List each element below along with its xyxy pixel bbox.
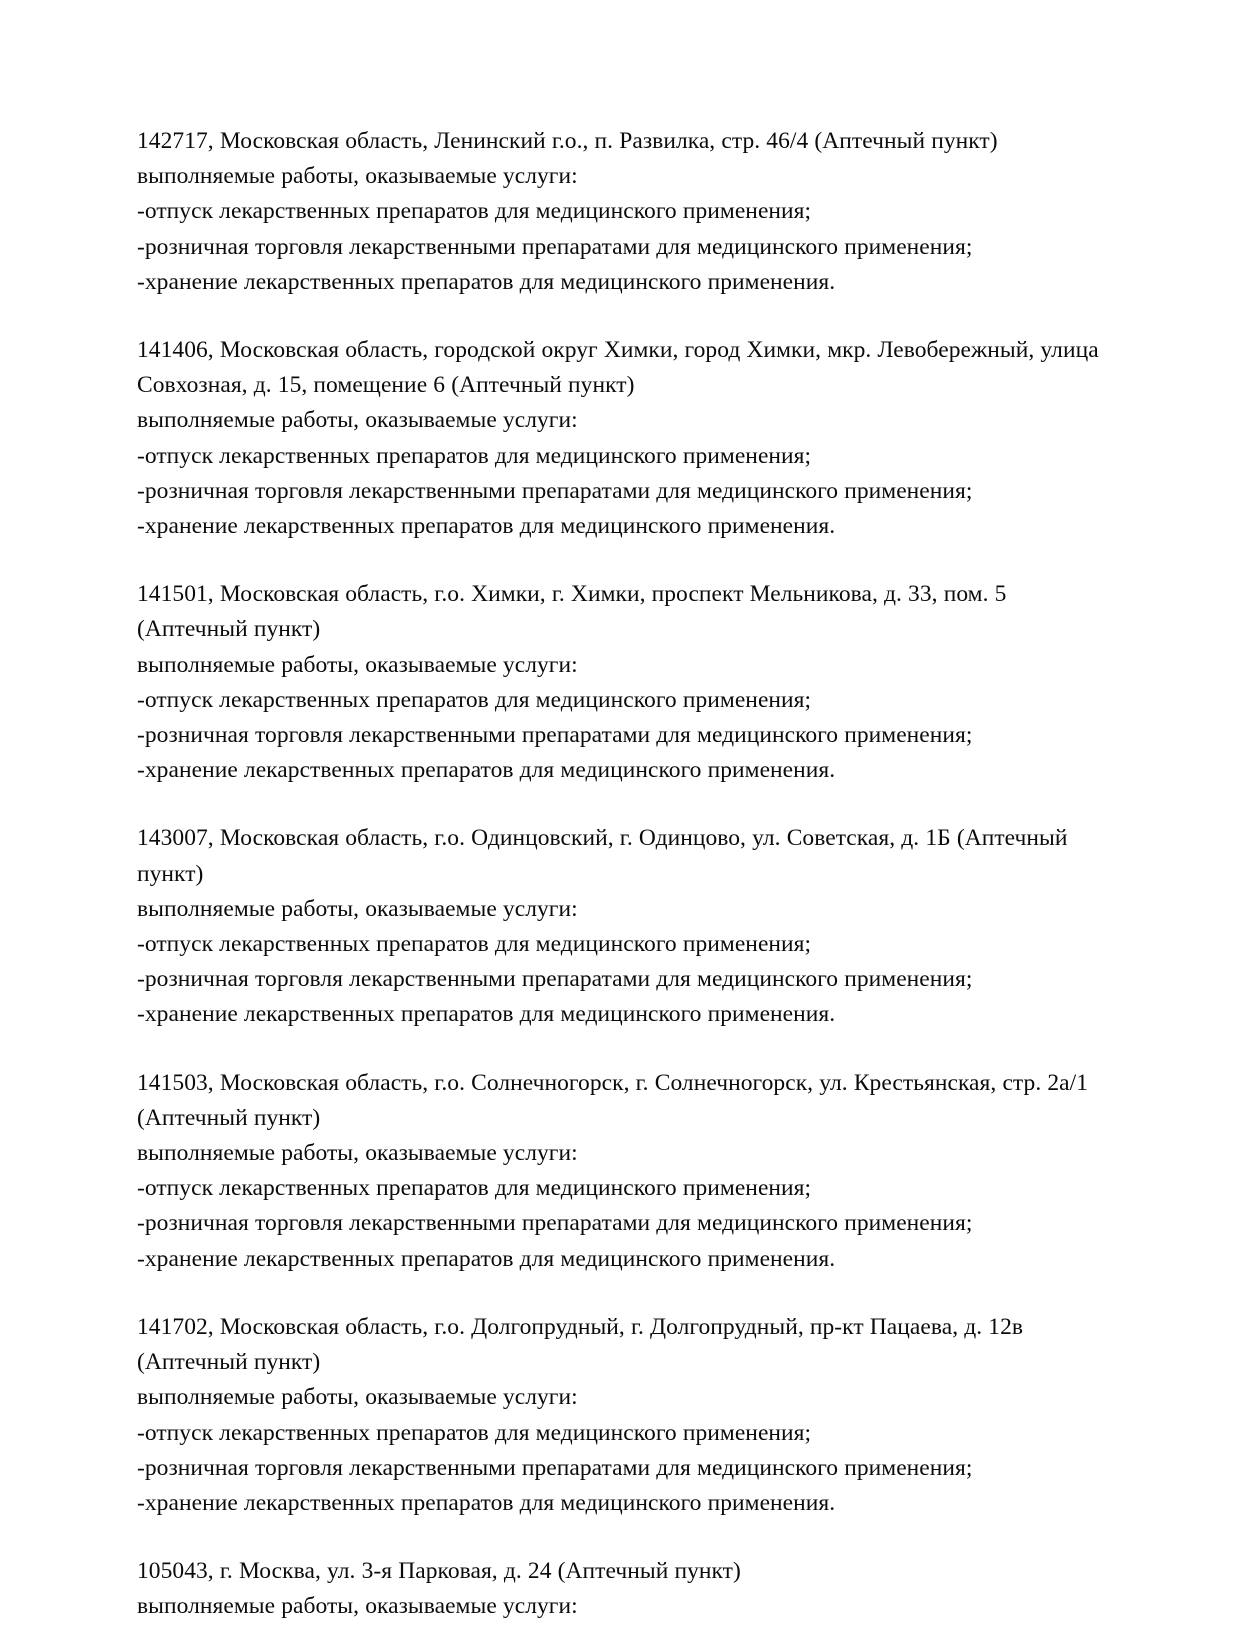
service-item-dispensing: -отпуск лекарственных препаратов для медицинского применения;: [137, 1419, 812, 1446]
service-item-storage: -хранение лекарственных препаратов для медицинского применения.: [137, 513, 836, 540]
service-item-storage: -хранение лекарственных препаратов для медицинского применения.: [137, 1001, 836, 1028]
service-item-dispensing: -отпуск лекарственных препаратов для медицинского применения;: [137, 442, 812, 469]
license-entry: [137, 821, 1105, 1032]
entry-services-heading: выполняемые работы, оказываемые услуги:: [137, 895, 578, 922]
license-entry: [137, 333, 1105, 544]
entry-address: 141501, Московская область, г.о. Химки, г. Химки, проспект Мельникова, д. 33, пом. 5 (Аптечный пункт): [137, 581, 1007, 643]
license-entry: [137, 1310, 1105, 1521]
license-entry: [137, 124, 1105, 300]
document-body: [137, 124, 1105, 1625]
entry-address: 143007, Московская область, г.о. Одинцовский, г. Одинцово, ул. Советская, д. 1Б (Аптечный пункт): [137, 825, 1068, 887]
service-item-dispensing: -отпуск лекарственных препаратов для медицинского применения;: [137, 1175, 812, 1202]
license-entry: [137, 577, 1105, 788]
service-item-retail: -розничная торговля лекарственными препаратами для медицинского применения;: [137, 477, 973, 504]
entry-address: 142717, Московская область, Ленинский г.о., п. Развилка, стр. 46/4 (Аптечный пункт): [137, 128, 998, 154]
entry-services-heading: выполняемые работы, оказываемые услуги:: [137, 407, 578, 434]
service-item-storage: -хранение лекарственных препаратов для медицинского применения.: [137, 1489, 836, 1516]
service-item-storage: -хранение лекарственных препаратов для медицинского применения.: [137, 1245, 836, 1272]
entry-services-heading: выполняемые работы, оказываемые услуги:: [137, 1140, 578, 1167]
service-item-dispensing: -отпуск лекарственных препаратов для медицинского применения;: [137, 198, 812, 225]
service-item-retail: -розничная торговля лекарственными препаратами для медицинского применения;: [137, 966, 973, 993]
entry-address: 141503, Московская область, г.о. Солнечногорск, г. Солнечногорск, ул. Крестьянская, стр. 2а/1 (Аптечный пункт): [137, 1069, 1089, 1131]
service-item-dispensing: -отпуск лекарственных препаратов для медицинского применения;: [137, 686, 812, 713]
license-entry: [137, 1554, 1105, 1624]
service-item-retail: -розничная торговля лекарственными препаратами для медицинского применения;: [137, 233, 973, 260]
entry-services-heading: выполняемые работы, оказываемые услуги:: [137, 651, 578, 678]
service-item-storage: -хранение лекарственных препаратов для медицинского применения.: [137, 757, 836, 784]
license-entry: [137, 1066, 1105, 1277]
entry-services-heading: выполняемые работы, оказываемые услуги:: [137, 1593, 578, 1620]
entry-services-heading: выполняемые работы, оказываемые услуги:: [137, 1384, 578, 1411]
service-item-retail: -розничная торговля лекарственными препаратами для медицинского применения;: [137, 1210, 973, 1237]
entry-address: 105043, г. Москва, ул. 3-я Парковая, д. 24 (Аптечный пункт): [137, 1558, 741, 1585]
service-item-storage: -хранение лекарственных препаратов для медицинского применения.: [137, 268, 836, 295]
service-item-retail: -розничная торговля лекарственными препаратами для медицинского применения;: [137, 722, 973, 749]
service-item-retail: -розничная торговля лекарственными препаратами для медицинского применения;: [137, 1454, 973, 1481]
entry-address: 141406, Московская область, городской округ Химки, город Химки, мкр. Левобережный, улица Совхозная, д. 15, помещение 6 (Аптечный пункт): [137, 337, 1099, 399]
service-item-dispensing: -отпуск лекарственных препаратов для медицинского применения;: [137, 931, 812, 958]
entry-services-heading: выполняемые работы, оказываемые услуги:: [137, 163, 578, 190]
entry-address: 141702, Московская область, г.о. Долгопрудный, г. Долгопрудный, пр-кт Пацаева, д. 12в (Аптечный пункт): [137, 1313, 1024, 1376]
